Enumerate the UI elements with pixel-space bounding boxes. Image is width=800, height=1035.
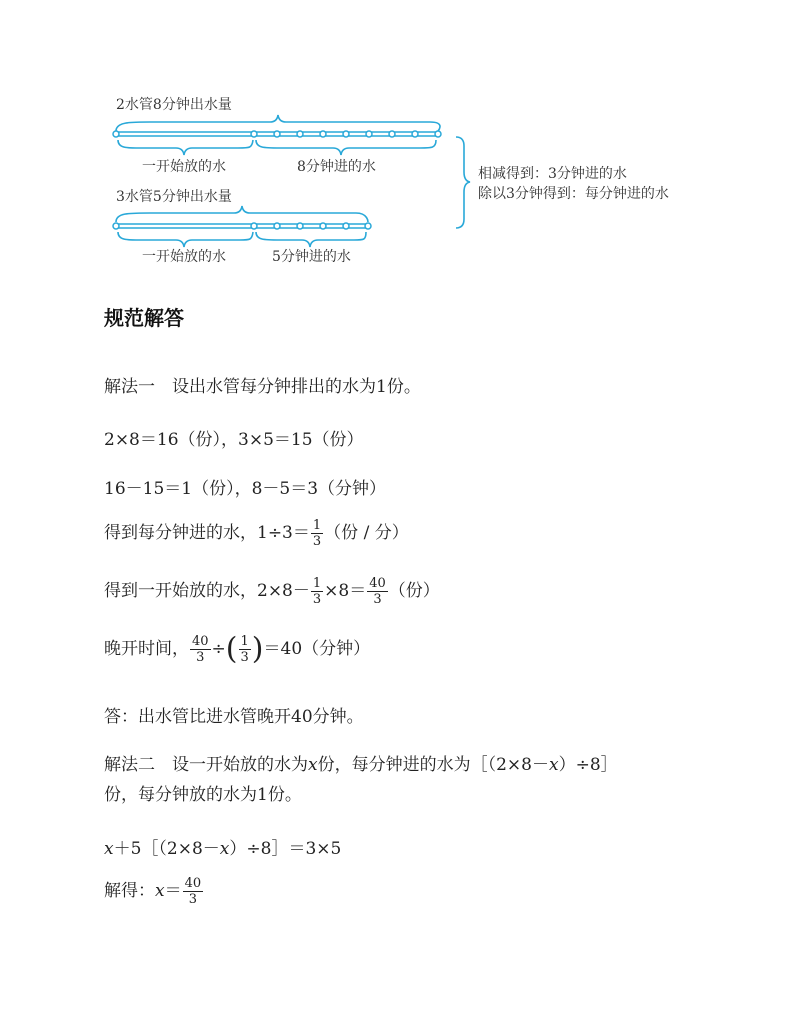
line2-dot bbox=[113, 223, 119, 229]
line1-dot bbox=[274, 131, 280, 137]
line2-dot bbox=[297, 223, 303, 229]
line1-brace-seg2 bbox=[256, 140, 436, 155]
variable-x: x bbox=[308, 755, 318, 775]
method1-intro: 解法一 设出水管每分钟排出的水为1份。 bbox=[104, 377, 421, 397]
line2-seg1-label: 一开始放的水 bbox=[142, 249, 226, 265]
fraction-numerator: 40 bbox=[192, 634, 209, 649]
step3-unit: （份 / 分） bbox=[324, 523, 409, 543]
method2-intro-text: 解法二 设一开始放的水为 bbox=[104, 755, 308, 775]
fraction-numerator: 1 bbox=[312, 576, 322, 591]
line2-brace-seg1 bbox=[118, 232, 253, 247]
equation-part-a: ＋5［（2×8－ bbox=[113, 839, 220, 859]
fraction-denominator: 3 bbox=[188, 892, 197, 907]
method2-intro-line2: 份，每分钟放的水为1份。 bbox=[104, 785, 302, 805]
fraction-forty-thirds bbox=[367, 577, 388, 606]
line1-dot bbox=[251, 131, 257, 137]
method1-step4 bbox=[104, 576, 440, 606]
fraction-denominator: 3 bbox=[312, 592, 322, 607]
fraction-denominator: 3 bbox=[240, 650, 249, 665]
line2-dot bbox=[274, 223, 280, 229]
line1-dot bbox=[297, 131, 303, 137]
line2-label: 3水管5分钟出水量 bbox=[116, 189, 232, 205]
line2-dot bbox=[320, 223, 326, 229]
line2-brace-seg2 bbox=[256, 232, 366, 247]
fraction-numerator: 40 bbox=[184, 876, 202, 891]
right-paren: ) bbox=[251, 631, 264, 667]
method2-equation bbox=[104, 834, 341, 859]
note-divide: 除以3分钟得到：每分钟进的水 bbox=[478, 186, 669, 202]
fraction-numerator: 1 bbox=[240, 634, 249, 649]
line1-seg1-label: 一开始放的水 bbox=[142, 159, 226, 175]
fraction-denominator: 3 bbox=[196, 650, 205, 665]
line1-dot bbox=[435, 131, 441, 137]
fraction-denominator: 3 bbox=[373, 592, 382, 607]
line1-dot bbox=[366, 131, 372, 137]
variable-x: x bbox=[155, 881, 165, 901]
line2-dot bbox=[365, 223, 371, 229]
method1-step1: 2×8＝16（份），3×5＝15（份） bbox=[104, 430, 364, 450]
variable-x: x bbox=[219, 839, 230, 859]
fraction-numerator: 1 bbox=[312, 518, 322, 533]
solution-equals: ＝ bbox=[164, 881, 182, 901]
step4-text: 得到一开始放的水，2×8－ bbox=[104, 581, 310, 601]
fraction-denominator: 3 bbox=[312, 534, 322, 549]
line1-top-brace bbox=[116, 115, 440, 131]
note-subtract: 相减得到：3分钟进的水 bbox=[478, 166, 627, 182]
solution-label: 解得： bbox=[104, 881, 155, 901]
fraction-one-third bbox=[239, 635, 251, 664]
step4-unit: （份） bbox=[388, 581, 440, 601]
step5-div: ÷ bbox=[211, 639, 226, 659]
variable-x: x bbox=[548, 755, 559, 775]
step5-result: ＝40（分钟） bbox=[263, 639, 371, 659]
line2-dot bbox=[251, 223, 257, 229]
equation-part-b: ）÷8］＝3×5 bbox=[229, 839, 342, 859]
diagram-svg bbox=[0, 0, 800, 280]
line1-dot bbox=[343, 131, 349, 137]
line1-brace-seg1 bbox=[118, 140, 253, 155]
step3-text: 得到每分钟进的水，1÷3＝ bbox=[104, 523, 310, 543]
line1-label: 2水管8分钟出水量 bbox=[116, 97, 232, 113]
fraction-forty-thirds bbox=[190, 635, 211, 664]
line1-dot bbox=[320, 131, 326, 137]
method1-step2: 16－15＝1（份），8－5＝3（分钟） bbox=[104, 479, 387, 499]
fraction-one-third bbox=[311, 519, 323, 548]
variable-x: x bbox=[104, 839, 114, 859]
fraction-forty-thirds bbox=[183, 877, 204, 906]
method2-intro bbox=[104, 750, 618, 775]
line2-seg2-label: 5分钟进的水 bbox=[272, 249, 351, 265]
method2-intro-mid: 份，每分钟进的水为［（2×8－ bbox=[317, 755, 549, 775]
line2-top-brace bbox=[116, 206, 368, 222]
line1-dot bbox=[389, 131, 395, 137]
method1-answer: 答：出水管比进水管晚开40分钟。 bbox=[104, 707, 364, 727]
notes-brace bbox=[456, 137, 470, 228]
step4-mid: ×8＝ bbox=[324, 581, 367, 601]
line1-seg2-label: 8分钟进的水 bbox=[297, 159, 376, 175]
section-title: 规范解答 bbox=[104, 306, 184, 330]
left-paren: ( bbox=[225, 631, 238, 667]
fraction-one-third bbox=[311, 577, 323, 606]
method1-step3 bbox=[104, 518, 409, 548]
step5-text: 晚开时间， bbox=[104, 639, 189, 659]
fraction-numerator: 40 bbox=[369, 576, 386, 591]
method2-intro-end: ）÷8］ bbox=[558, 755, 618, 775]
line1-dot bbox=[113, 131, 119, 137]
line1-dot bbox=[412, 131, 418, 137]
method2-solution bbox=[104, 876, 204, 906]
line2-dot bbox=[343, 223, 349, 229]
method1-step5 bbox=[104, 631, 371, 667]
